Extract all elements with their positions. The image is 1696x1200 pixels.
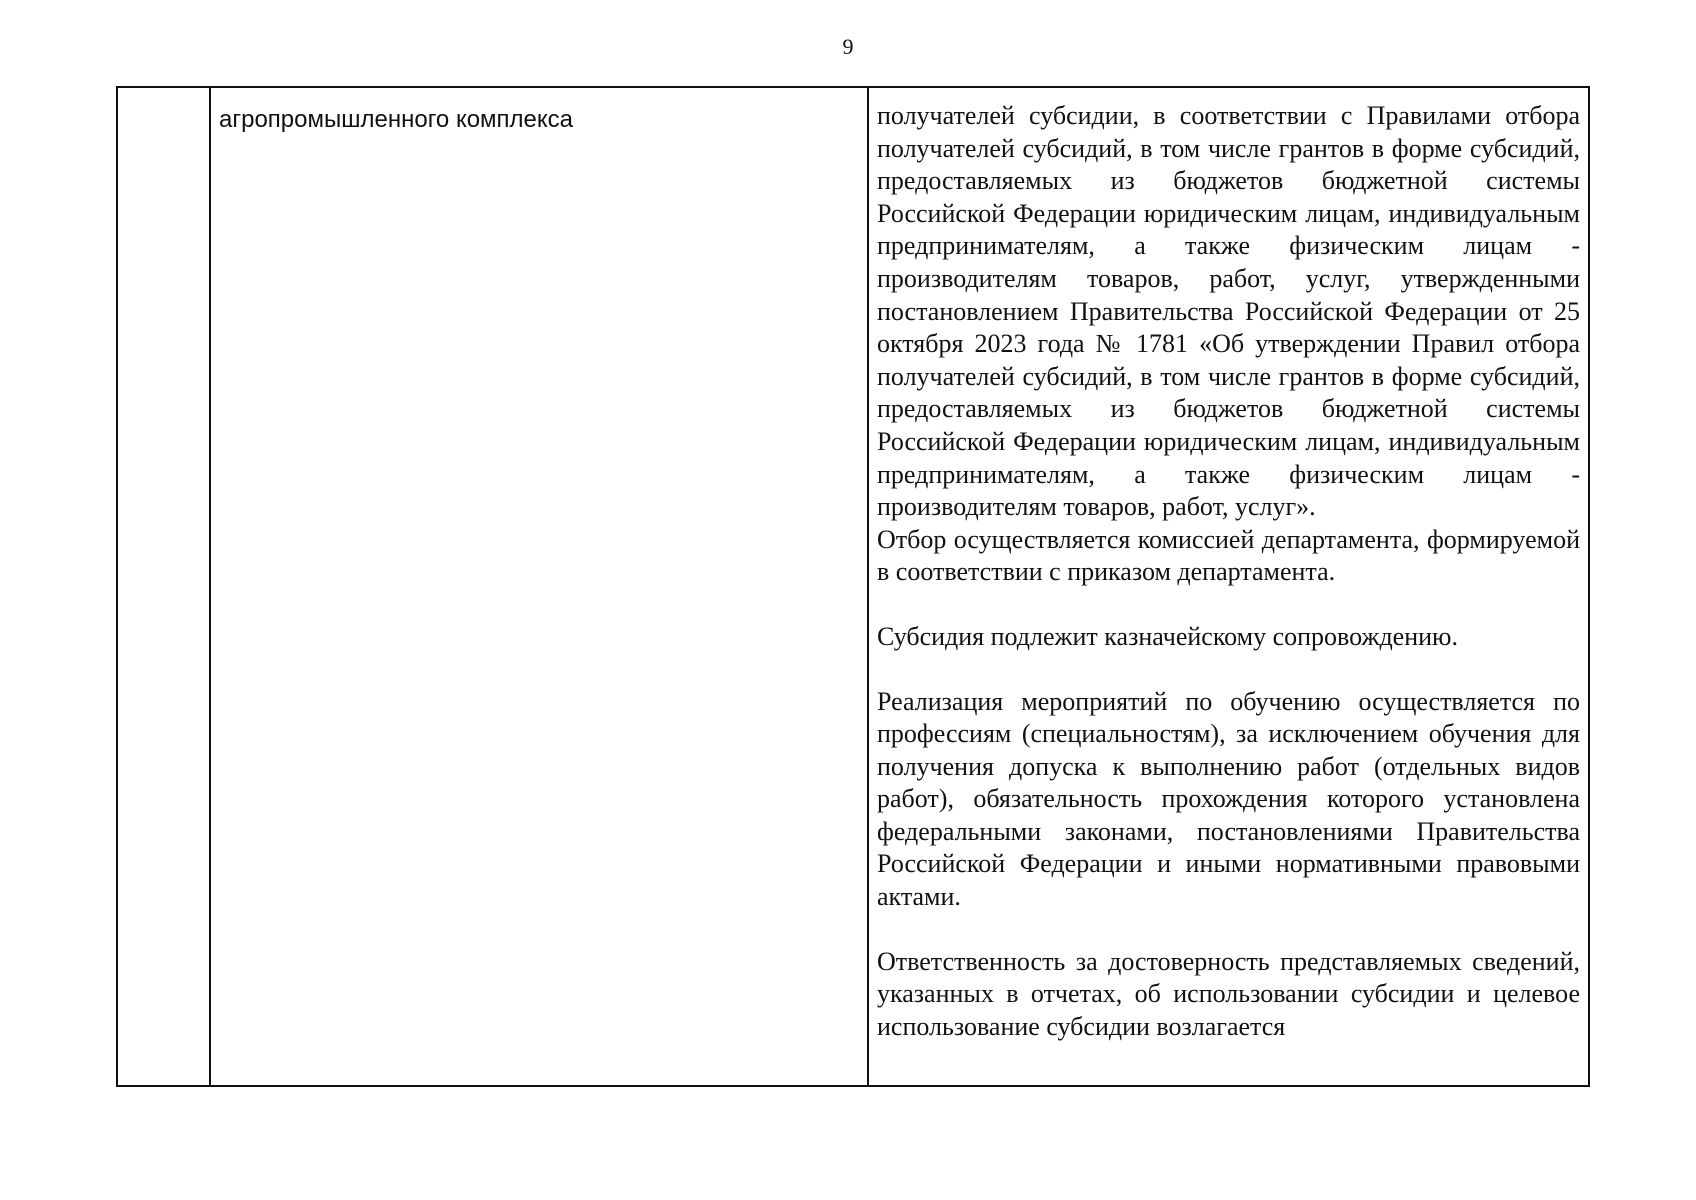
cell-col3-paragraph-3: Субсидия подлежит казначейскому сопровождению.	[877, 621, 1458, 651]
table-cell-col2	[211, 88, 869, 1085]
cell-col2-text: агропромышленного комплекса	[219, 106, 574, 133]
cell-col3-paragraph-4: Реализация мероприятий по обучению осуществляется по профессиям (специальностям), за исключением обучения для получения допуска к выполнению работ (отдельных видов работ), обязательность прохождения которого установлена федеральными законами, постановлениями Правительства Российской Федерации и иными нормативными правовыми актами.	[877, 686, 1580, 912]
cell-col3-paragraph-5: Ответственность за достоверность представляемых сведений, указанных в отчетах, об использовании субсидии и целевое использование субсидии возлагается	[877, 946, 1580, 1041]
page-number: 9	[842, 34, 854, 59]
table-cell-col3	[869, 88, 1588, 1085]
table-cell-col1	[118, 88, 211, 1085]
cell-col3-paragraph-2: Отбор осуществляется комиссией департамента, формируемой в соответствии с приказом департамента.	[877, 524, 1580, 587]
document-table	[116, 86, 1590, 1087]
cell-col3-paragraph-1: получателей субсидии, в соответствии с Правилами отбора получателей субсидий, в том числе грантов в форме субсидий, предоставляемых из бюджетов бюджетной системы Российской Федерации юридическим лицам, индивидуальным предпринимателям, а также физическим лицам - производителям товаров, работ, услуг, утвержденными постановлением Правительства Российской Федерации от 25 октября 2023 года № 1781 «Об утверждении Правил отбора получателей субсидий, в том числе грантов в форме субсидий, предоставляемых из бюджетов бюджетной системы Российской Федерации юридическим лицам, индивидуальным предпринимателям, а также физическим лицам - производителям товаров, работ, услуг».	[877, 101, 1580, 522]
